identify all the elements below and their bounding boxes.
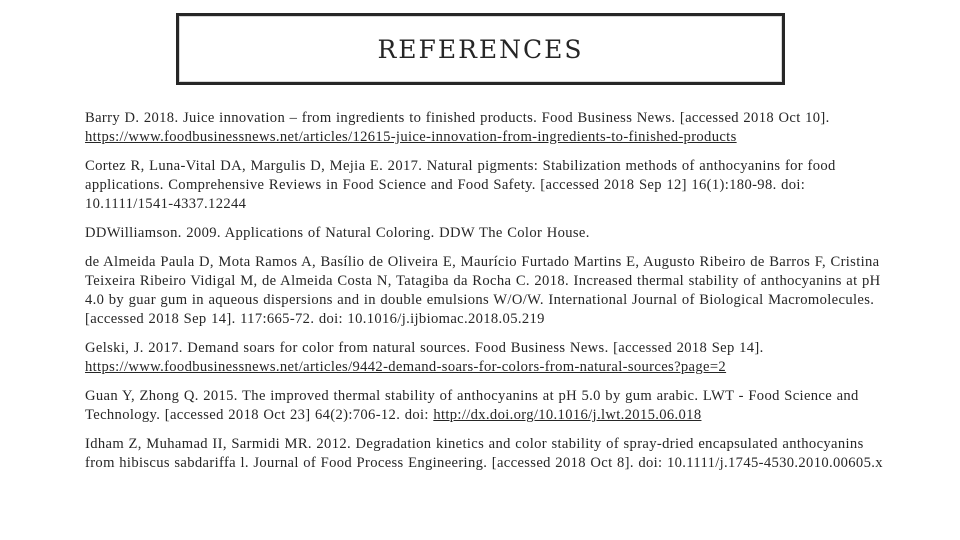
reference-text: Idham Z, Muhamad II, Sarmidi MR. 2012. Degradation kinetics and color stability of spray-dried encapsulated anthocyanins from hibiscus sabdariffa l. Journal of Food Process Engineering. [accessed 2018 Oct 8]. doi: 10.1111/j.1745-4530.2010.00605.x bbox=[85, 436, 883, 471]
reference-item-6 bbox=[85, 387, 895, 425]
title-box bbox=[176, 13, 785, 85]
reference-text: DDWilliamson. 2009. Applications of Natural Coloring. DDW The Color House. bbox=[85, 225, 590, 241]
reference-text: de Almeida Paula D, Mota Ramos A, Basílio de Oliveira E, Maurício Furtado Martins E, Augusto Ribeiro de Barros F, Cristina Teixeira Ribeiro Vidigal M, de Almeida Costa N, Tatagiba da Rocha C. 2018. Increased thermal stability of anthocyanins at pH 4.0 by guar gum in aqueous dispersions and in double emulsions W/O/W. International Journal of Biological Macromolecules. [accessed 2018 Sep 14]. 117:665-72. doi: 10.1016/j.ijbiomac.2018.05.219 bbox=[85, 254, 881, 327]
reference-link[interactable]: https://www.foodbusinessnews.net/articles/12615-juice-innovation-from-ingredients-to-finished-products bbox=[85, 129, 737, 145]
reference-item-2 bbox=[85, 157, 895, 214]
page-title: REFERENCES bbox=[377, 34, 584, 64]
reference-link[interactable]: https://www.foodbusinessnews.net/articles/9442-demand-soars-for-colors-from-natural-sources?page=2 bbox=[85, 359, 727, 375]
reference-text: Barry D. 2018. Juice innovation – from ingredients to finished products. Food Business News. [accessed 2018 Oct 10]. bbox=[85, 110, 830, 126]
reference-text: Gelski, J. 2017. Demand soars for color from natural sources. Food Business News. [accessed 2018 Sep 14]. bbox=[85, 340, 764, 356]
reference-item-4 bbox=[85, 253, 895, 329]
reference-item-5 bbox=[85, 339, 895, 377]
reference-item-1 bbox=[85, 109, 895, 147]
reference-text: Cortez R, Luna-Vital DA, Margulis D, Mejia E. 2017. Natural pigments: Stabilization methods of anthocyanins for food applications. Comprehensive Reviews in Food Science and Food Safety. [accessed 2018 Sep 12] 16(1):180-98. doi: 10.1111/1541-4337.12244 bbox=[85, 158, 836, 212]
reference-item-7 bbox=[85, 435, 895, 473]
reference-list bbox=[85, 109, 895, 483]
reference-link[interactable]: http://dx.doi.org/10.1016/j.lwt.2015.06.018 bbox=[433, 407, 702, 423]
reference-item-3 bbox=[85, 224, 895, 243]
reference-text: Guan Y, Zhong Q. 2015. The improved thermal stability of anthocyanins at pH 5.0 by gum arabic. LWT - Food Science and Technology. [accessed 2018 Oct 23] 64(2):706-12. doi: bbox=[85, 388, 859, 423]
